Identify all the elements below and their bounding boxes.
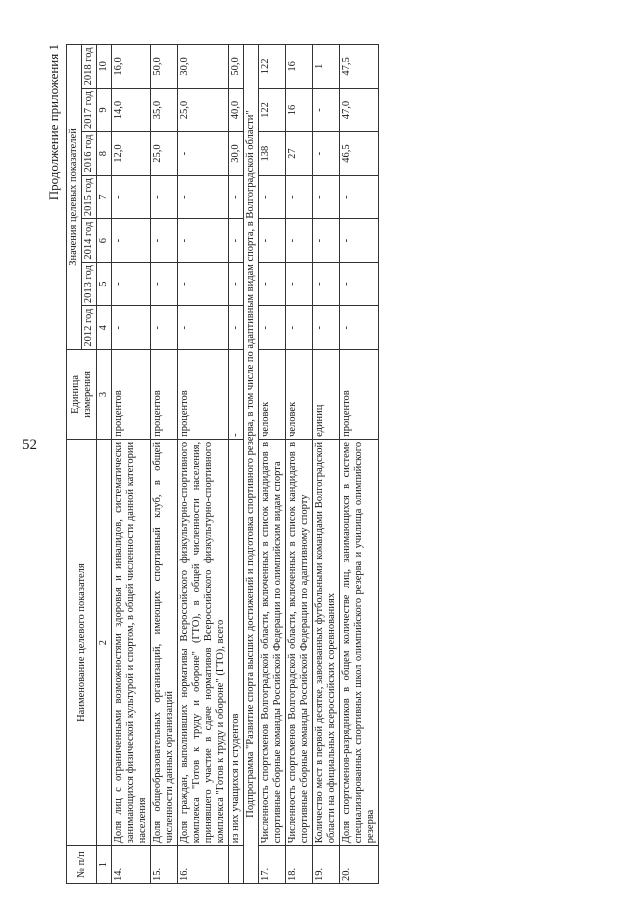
- value-cell: 30,0: [229, 132, 244, 176]
- column-number: 7: [97, 175, 112, 219]
- column-number: 5: [97, 262, 112, 306]
- value-cell: -: [340, 219, 379, 263]
- rows-group-b: [259, 45, 379, 884]
- value-cell: -: [313, 219, 340, 263]
- value-cell: 50,0: [151, 45, 178, 89]
- row-number: 16.: [178, 846, 229, 884]
- value-cell: 122: [259, 45, 286, 89]
- value-cell: 16: [286, 45, 313, 89]
- value-cell: -: [340, 306, 379, 350]
- table-row: [313, 45, 340, 884]
- row-number: 15.: [151, 846, 178, 884]
- value-cell: 1: [313, 45, 340, 89]
- value-cell: 25,0: [151, 132, 178, 176]
- value-cell: -: [340, 175, 379, 219]
- value-cell: -: [259, 175, 286, 219]
- unit-cell: человек: [259, 349, 286, 439]
- value-cell: -: [112, 306, 151, 350]
- value-cell: -: [313, 88, 340, 132]
- column-number: 3: [97, 349, 112, 439]
- indicator-name: из них учащихся и студентов: [229, 439, 244, 845]
- value-cell: -: [286, 219, 313, 263]
- table-row: [259, 45, 286, 884]
- value-cell: -: [313, 262, 340, 306]
- row-number: 18.: [286, 846, 313, 884]
- unit-cell: процентов: [151, 349, 178, 439]
- header-name: Наименование целевого показателя: [67, 439, 97, 845]
- value-cell: 25,0: [178, 88, 229, 132]
- value-cell: 47,0: [340, 88, 379, 132]
- value-cell: 14,0: [112, 88, 151, 132]
- header-year: 2017 год: [82, 88, 97, 132]
- value-cell: -: [286, 306, 313, 350]
- value-cell: -: [151, 306, 178, 350]
- value-cell: -: [229, 262, 244, 306]
- row-number: [229, 846, 244, 884]
- indicator-name: Доля общеобразовательных организаций, имеющих спортивный клуб, в общей численности данных организаций: [151, 439, 178, 845]
- value-cell: 30,0: [178, 45, 229, 89]
- header-year: 2013 год: [82, 262, 97, 306]
- value-cell: 12,0: [112, 132, 151, 176]
- value-cell: -: [178, 306, 229, 350]
- column-number: 9: [97, 88, 112, 132]
- table-row: [340, 45, 379, 884]
- rows-group-a: [112, 45, 244, 884]
- unit-cell: процентов: [340, 349, 379, 439]
- header-unit: Единица измерения: [67, 349, 97, 439]
- indicator-name: Доля спортсменов-разрядников в общем количестве лиц, занимающихся в системе специализированных спортивных школ олимпийского резерва и училища олимпийского резерва: [340, 439, 379, 845]
- header-year: 2012 год: [82, 306, 97, 350]
- column-number: 6: [97, 219, 112, 263]
- value-cell: -: [112, 262, 151, 306]
- header-year: 2014 год: [82, 219, 97, 263]
- row-number: 19.: [313, 846, 340, 884]
- header-values-group: Значения целевых показателей: [67, 45, 82, 350]
- value-cell: -: [286, 175, 313, 219]
- value-cell: -: [229, 306, 244, 350]
- value-cell: -: [286, 262, 313, 306]
- value-cell: -: [313, 175, 340, 219]
- value-cell: -: [313, 132, 340, 176]
- indicators-table: [66, 44, 379, 884]
- value-cell: -: [229, 175, 244, 219]
- value-cell: 138: [259, 132, 286, 176]
- value-cell: -: [178, 219, 229, 263]
- value-cell: 16: [286, 88, 313, 132]
- column-numbers-row: [97, 45, 112, 884]
- indicator-name: Численность спортсменов Волгоградской области, включенных в список кандидатов в спортивные сборные команды Российской Федерации по олимпийским видам спорта: [259, 439, 286, 845]
- table-row: [286, 45, 313, 884]
- column-number: 10: [97, 45, 112, 89]
- value-cell: -: [151, 175, 178, 219]
- row-number: 14.: [112, 846, 151, 884]
- value-cell: -: [229, 219, 244, 263]
- header-num: № п/п: [67, 846, 97, 884]
- value-cell: -: [112, 175, 151, 219]
- header-year: 2015 год: [82, 175, 97, 219]
- row-number: 17.: [259, 846, 286, 884]
- value-cell: 47,5: [340, 45, 379, 89]
- unit-cell: единиц: [313, 349, 340, 439]
- column-number: 4: [97, 306, 112, 350]
- header-year: 2018 год: [82, 45, 97, 89]
- value-cell: 46,5: [340, 132, 379, 176]
- value-cell: 27: [286, 132, 313, 176]
- value-cell: -: [259, 306, 286, 350]
- header-year: 2016 год: [82, 132, 97, 176]
- table-row: [112, 45, 151, 884]
- unit-cell: процентов: [112, 349, 151, 439]
- column-number: 2: [97, 439, 112, 845]
- subprogram-heading: Подпрограмма "Развитие спорта высших достижений и подготовка спортивного резерва, в том числе по адаптивным видам спорта, в Волгоградской области": [244, 45, 259, 884]
- value-cell: 122: [259, 88, 286, 132]
- value-cell: -: [259, 219, 286, 263]
- value-cell: -: [178, 175, 229, 219]
- indicator-name: Количество мест в первой десятке, завоеванных футбольными командами Волгоградской области на официальных всероссийских соревнованиях: [313, 439, 340, 845]
- rotated-page-content: [40, 44, 600, 884]
- row-number: 20.: [340, 846, 379, 884]
- unit-cell: человек: [286, 349, 313, 439]
- unit-cell: процентов: [178, 349, 229, 439]
- value-cell: -: [112, 219, 151, 263]
- value-cell: -: [178, 132, 229, 176]
- continuation-title: Продолжение приложения 1: [46, 44, 61, 201]
- value-cell: -: [340, 262, 379, 306]
- table-row: [151, 45, 178, 884]
- indicator-name: Доля лиц с ограниченными возможностями здоровья и инвалидов, систематически занимающихся физической культурой и спортом, в общей численности данной категории населения: [112, 439, 151, 845]
- value-cell: -: [259, 262, 286, 306]
- unit-cell: -: [229, 349, 244, 439]
- value-cell: 16,0: [112, 45, 151, 89]
- indicator-name: Численность спортсменов Волгоградской области, включенных в список кандидатов в спортивные сборные команды Российской Федерации по адаптивному спорту: [286, 439, 313, 845]
- page-number: 52: [22, 437, 37, 453]
- value-cell: -: [313, 306, 340, 350]
- value-cell: 40,0: [229, 88, 244, 132]
- value-cell: 50,0: [229, 45, 244, 89]
- column-number: 1: [97, 846, 112, 884]
- value-cell: 35,0: [151, 88, 178, 132]
- value-cell: -: [178, 262, 229, 306]
- table-row: [178, 45, 229, 884]
- indicator-name: Доля граждан, выполнивших нормативы Всероссийского физкультурно-спортивного комплекса "Готов к труду и обороне" (ГТО), в общей численности населения, принявшего участие в сдаче нормативов Всероссийского физкультурно-спортивного комплекса "Готов к труду и обороне" (ГТО), всего: [178, 439, 229, 845]
- value-cell: -: [151, 219, 178, 263]
- column-number: 8: [97, 132, 112, 176]
- table-row: [229, 45, 244, 884]
- value-cell: -: [151, 262, 178, 306]
